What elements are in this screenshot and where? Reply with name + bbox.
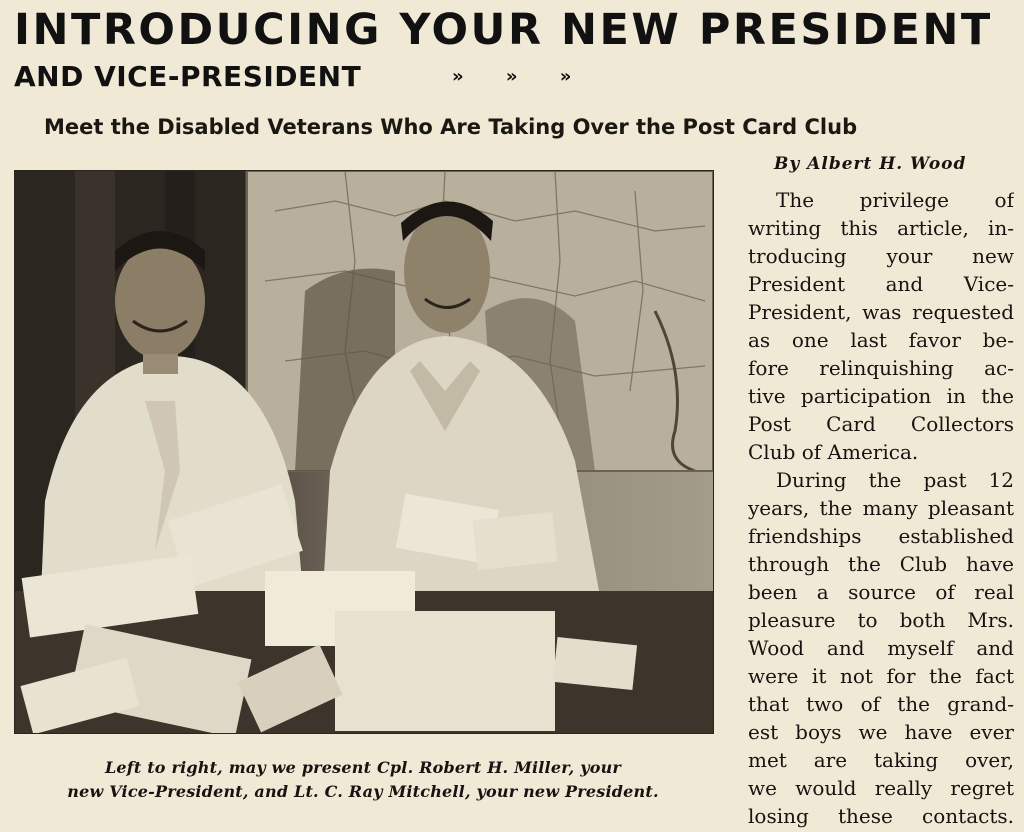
body-line: losing these contacts. xyxy=(748,804,1014,828)
body-line: The privilege of xyxy=(776,188,1014,212)
body-line: through the Club have xyxy=(748,552,1014,576)
article-subtitle: Meet the Disabled Veterans Who Are Taking Over the Post Card Club xyxy=(44,115,858,139)
caption-line-2: new Vice-President, and Lt. C. Ray Mitchell, your new President. xyxy=(67,782,659,801)
photo-caption xyxy=(14,756,712,804)
article-photo xyxy=(14,170,714,734)
body-line: Post Card Collectors xyxy=(748,412,1014,436)
byline: By Albert H. Wood xyxy=(774,154,967,174)
body-line: Wood and myself and xyxy=(748,636,1014,660)
headline-line-1: INTRODUCING YOUR NEW PRESIDENT xyxy=(14,5,993,55)
body-line: President, was requested xyxy=(748,300,1014,324)
article-body-column xyxy=(748,186,1014,830)
body-line: years, the many pleasant xyxy=(748,496,1014,520)
body-line: been a source of real xyxy=(748,580,1014,604)
body-line: tive participation in the xyxy=(748,384,1014,408)
body-line: During the past 12 xyxy=(776,468,1014,492)
photo-illustration xyxy=(15,171,713,733)
body-line: fore relinquishing ac- xyxy=(748,356,1014,380)
body-line: as one last favor be- xyxy=(748,328,1014,352)
body-line: President and Vice- xyxy=(748,272,1014,296)
body-line: met are taking over, xyxy=(748,748,1014,772)
caption-line-1: Left to right, may we present Cpl. Robert H. Miller, your xyxy=(104,758,622,777)
body-line: friendships established xyxy=(748,524,1014,548)
body-line: writing this article, in- xyxy=(748,216,1014,240)
body-line: pleasure to both Mrs. xyxy=(748,608,1014,632)
body-line: that two of the grand- xyxy=(748,692,1014,716)
body-line: troducing your new xyxy=(748,244,1014,268)
headline-ornament: » » » xyxy=(452,66,572,87)
body-line: we would really regret xyxy=(748,776,1014,800)
body-line: Club of America. xyxy=(748,440,919,464)
headline-line-2: AND VICE-PRESIDENT xyxy=(14,60,362,93)
body-line: est boys we have ever xyxy=(748,720,1014,744)
body-line: were it not for the fact xyxy=(748,664,1014,688)
table-with-post-cards xyxy=(15,554,713,733)
